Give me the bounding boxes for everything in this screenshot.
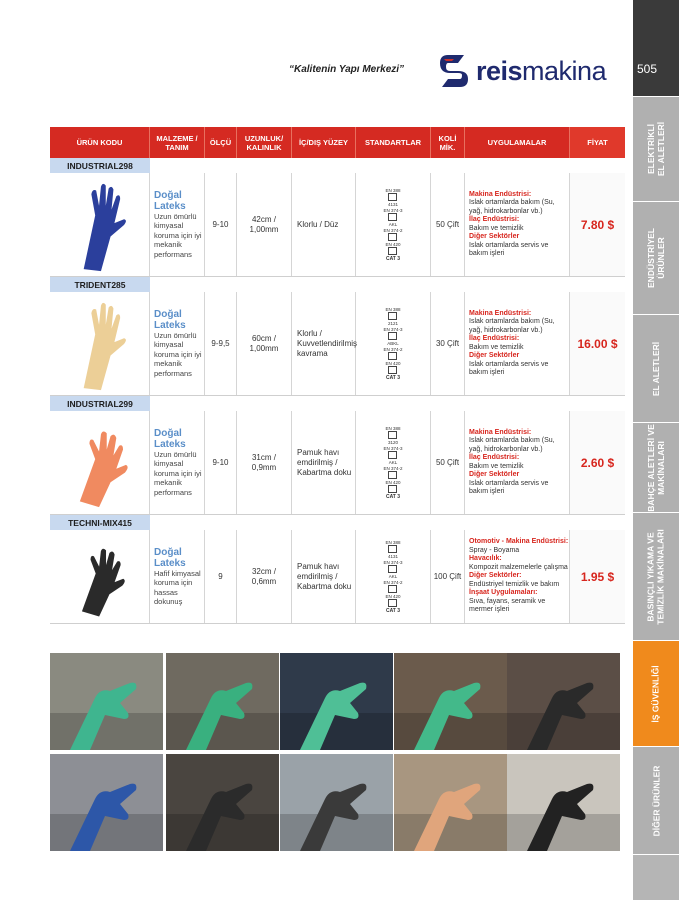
standard-label: EN 374-3: [383, 207, 403, 213]
gallery-photo: [394, 754, 507, 851]
standard-item: [385, 188, 400, 201]
section-tab-0[interactable]: [633, 97, 679, 202]
product-code: TECHNI-MIX415: [50, 515, 150, 530]
standard-label: EN 388: [385, 539, 401, 545]
section-tab-label: BASINÇLI YIKAMA VE TEMİZLİK MAKİNALARI: [646, 528, 667, 625]
qty-cell-text: 30 Çift: [435, 339, 460, 348]
material-desc: Hafif kimyasal koruma için hassas dokunuş: [154, 568, 201, 606]
material-title: Doğal Lateks: [154, 427, 186, 450]
price: 16.00 $: [577, 336, 618, 351]
gallery-photo: [166, 754, 279, 851]
material-desc: Uzun ömürlü kimyasal koruma için iyi mekanik performans: [154, 330, 202, 378]
application-heading: İlaç Endüstrisi:: [469, 454, 520, 461]
application-heading: Diğer Sektörler: [469, 352, 520, 359]
surface-cell-text: Klorlu / Düz: [297, 219, 339, 229]
qty-cell-text: 100 Çift: [433, 572, 462, 581]
table-row: [50, 173, 625, 277]
standard-label: EN 388: [385, 187, 401, 193]
standard-item: [385, 480, 400, 493]
standard-item: [383, 580, 402, 593]
section-tab-label: İŞ GÜVENLİĞİ: [651, 664, 661, 723]
standard-label: 4131: [387, 553, 398, 559]
size-cell-text: 9-10: [212, 220, 229, 229]
material-desc: Uzun ömürlü kimyasal koruma için iyi mekanik performans: [154, 449, 202, 497]
length-cell-text: 31cm / 0,9mm: [251, 452, 277, 472]
glove-in-use-icon: [394, 653, 507, 750]
col-header-price: FİYAT: [570, 127, 625, 158]
application-heading: Diğer Sektörler:: [469, 572, 522, 580]
standard-item: [388, 440, 398, 445]
applications-cell: [465, 173, 570, 276]
application-heading: İnşaat Uygulamaları:: [469, 589, 538, 597]
application-text: Bakım ve temizlik: [469, 343, 524, 351]
company-logo[interactable]: [434, 51, 624, 91]
application-text: Islak ortamlarda servis ve bakım işleri: [469, 479, 549, 495]
table-row: [50, 530, 625, 624]
standard-pictogram-icon: [388, 485, 397, 493]
standard-pictogram-icon: [388, 545, 397, 553]
price-cell: [570, 411, 625, 514]
product-code: INDUSTRIAL299: [50, 396, 150, 411]
glove-in-use-icon: [166, 653, 279, 750]
standard-label: AKL: [388, 573, 398, 579]
application-text: Bakım ve temizlik: [469, 462, 524, 470]
price-cell: [570, 173, 625, 276]
standard-pictogram-icon: [388, 352, 397, 360]
qty-cell: [431, 292, 465, 395]
application-text: Spray - Boyama: [469, 546, 520, 554]
standard-label: EN 374-3: [383, 559, 403, 565]
material-cell: [150, 173, 205, 276]
section-tab-label: EL ALETLERİ: [651, 341, 661, 396]
product-image: [50, 173, 150, 276]
application-heading: Makina Endüstrisi:: [469, 190, 532, 198]
product-table: [50, 127, 625, 624]
section-tab-4[interactable]: [633, 513, 679, 641]
standard-label: AKL: [388, 459, 398, 465]
standard-label: EN 388: [385, 425, 401, 431]
material-desc: Uzun ömürlü kimyasal koruma için iyi mekanik performans: [154, 211, 202, 259]
glove-in-use-icon: [280, 653, 393, 750]
standard-item: [386, 608, 400, 614]
logo-text-light: makina: [522, 55, 607, 86]
standard-item: [385, 540, 400, 553]
glove-in-use-icon: [50, 653, 163, 750]
standard-pictogram-icon: [388, 312, 397, 320]
glove-icon: [65, 177, 135, 273]
surface-cell: [292, 530, 356, 623]
gallery-photo: [50, 754, 163, 851]
glove-in-use-icon: [394, 754, 507, 851]
standard-label: 2121: [387, 320, 398, 326]
col-header-surface: İÇ/DIŞ YÜZEY: [292, 127, 356, 158]
application-heading: Diğer Sektörler: [469, 471, 520, 478]
surface-cell: [292, 292, 356, 395]
standard-pictogram-icon: [388, 213, 397, 221]
standard-item: [388, 202, 398, 207]
gallery-photo: [507, 653, 620, 750]
standard-label: 4131: [387, 201, 398, 207]
price: 2.60 $: [580, 455, 615, 470]
standards-cell: [356, 173, 431, 276]
application-text: Sıva, fayans, seramik ve mermer işleri: [469, 597, 546, 614]
section-tab-label: DİĞER ÜRÜNLER: [651, 765, 661, 836]
section-tab-3[interactable]: [633, 423, 679, 513]
standard-item: [389, 222, 398, 227]
standard-item: [383, 446, 402, 459]
standard-item: [386, 494, 400, 500]
application-text: Islak ortamlarda servis ve bakım işleri: [469, 360, 549, 376]
glove-in-use-icon: [507, 653, 620, 750]
standard-label: EN 374-2: [383, 346, 403, 352]
standard-label: EN 420: [385, 241, 401, 247]
gallery-photo: [394, 653, 507, 750]
standard-item: [383, 560, 402, 573]
glove-in-use-icon: [50, 754, 163, 851]
application-text: Endüstriyel temizlik ve bakım: [469, 580, 560, 588]
standards-cell: [356, 411, 431, 514]
col-header-qty: KOLİ MİK.: [431, 127, 465, 158]
standard-pictogram-icon: [388, 233, 397, 241]
application-text: Bakım ve temizlik: [469, 224, 524, 232]
standard-item: [387, 341, 399, 346]
col-header-standards: STANDARTLAR: [356, 127, 431, 158]
standard-pictogram-icon: [388, 366, 397, 374]
table-row: [50, 411, 625, 515]
gallery-photo: [280, 754, 393, 851]
surface-cell: [292, 411, 356, 514]
size-cell-text: 9: [218, 572, 223, 581]
section-tab-2[interactable]: [633, 315, 679, 423]
standard-item: [383, 466, 402, 479]
col-header-material: MALZEME / TANIM: [150, 127, 205, 158]
size-cell: [205, 411, 237, 514]
application-heading: Makina Endüstrisi:: [469, 428, 532, 436]
standard-label: CAT 3: [385, 493, 401, 500]
standards-cell: [356, 292, 431, 395]
standard-label: CAT 3: [385, 255, 401, 262]
application-text: Islak ortamlarda bakım (Su, yağ, hidrokarbonlar vb.): [469, 318, 555, 334]
logo-text-bold: reis: [476, 55, 523, 86]
standard-item: [383, 208, 402, 221]
standard-item: [385, 242, 400, 255]
qty-cell: [431, 530, 465, 623]
glove-icon: [65, 296, 135, 392]
material-title: Doğal Lateks: [154, 546, 186, 569]
standard-pictogram-icon: [388, 451, 397, 459]
section-tab-1[interactable]: [633, 202, 679, 315]
logo-text: [476, 55, 607, 86]
standard-label: EN 374-2: [383, 465, 403, 471]
application-text: Islak ortamlarda bakım (Su, yağ, hidrokarbonlar vb.): [469, 437, 555, 453]
standard-pictogram-icon: [388, 193, 397, 201]
standard-label: 3120: [387, 439, 398, 445]
standard-label: EN 374-3: [383, 445, 403, 451]
qty-cell-text: 50 Çift: [435, 458, 460, 467]
standard-label: EN 420: [385, 360, 401, 366]
standard-item: [388, 554, 398, 559]
application-text: Kompozit malzemelerle çalışma: [469, 563, 568, 571]
glove-in-use-icon: [166, 754, 279, 851]
standard-item: [389, 574, 398, 579]
table-row: [50, 292, 625, 396]
length-cell: [237, 173, 292, 276]
col-header-applications: UYGULAMALAR: [465, 127, 570, 158]
standard-pictogram-icon: [388, 247, 397, 255]
standard-item: [385, 594, 400, 607]
qty-cell: [431, 173, 465, 276]
gallery-photo: [507, 754, 620, 851]
standard-label: EN 388: [385, 306, 401, 312]
price: 7.80 $: [580, 217, 615, 232]
application-heading: Diğer Sektörler: [469, 233, 520, 240]
length-cell: [237, 530, 292, 623]
col-header-code: ÜRÜN KODU: [50, 127, 150, 158]
standard-item: [385, 307, 400, 320]
slogan: “Kalitenin Yapı Merkezi”: [289, 64, 405, 75]
page-number: 505: [637, 62, 658, 76]
standard-label: EN 420: [385, 479, 401, 485]
material-cell: [150, 530, 205, 623]
size-cell-text: 9-10: [212, 458, 229, 467]
standard-item: [385, 426, 400, 439]
applications-cell: [465, 530, 570, 623]
section-tab-label: ENDÜSTRİYEL ÜRÜNLER: [646, 228, 667, 288]
standard-item: [383, 327, 402, 340]
size-cell: [205, 173, 237, 276]
table-header: [50, 127, 625, 158]
glove-in-use-icon: [280, 754, 393, 851]
length-cell: [237, 292, 292, 395]
standard-pictogram-icon: [388, 332, 397, 340]
price-cell: [570, 292, 625, 395]
material-title: Doğal Lateks: [154, 308, 186, 331]
surface-cell-text: Klorlu / Kuvvetlendirilmiş kavrama: [297, 328, 358, 358]
product-code: INDUSTRIAL298: [50, 158, 150, 173]
size-cell: [205, 292, 237, 395]
standard-item: [383, 347, 402, 360]
col-header-length: UZUNLUK/ KALINLIK: [237, 127, 292, 158]
standard-label: CAT 3: [385, 607, 401, 614]
application-heading: Otomotiv - Makina Endüstrisi:: [469, 538, 569, 546]
application-text: Islak ortamlarda bakım (Su, yağ, hidrokarbonlar vb.): [469, 199, 555, 215]
size-cell-text: 9-9,5: [211, 339, 230, 348]
glove-in-use-icon: [507, 754, 620, 851]
product-code: TRIDENT285: [50, 277, 150, 292]
application-heading: Makina Endüstrisi:: [469, 309, 532, 317]
standard-pictogram-icon: [388, 565, 397, 573]
table-body: [50, 158, 625, 624]
standard-pictogram-icon: [388, 431, 397, 439]
page-number-box: [633, 0, 679, 96]
standard-label: AKL: [388, 221, 398, 227]
standard-label: EN 374-2: [383, 227, 403, 233]
standard-item: [383, 228, 402, 241]
standard-item: [385, 361, 400, 374]
standard-item: [386, 375, 400, 381]
gallery-photo: [166, 653, 279, 750]
surface-cell-text: Pamuk havı emdirilmiş / Kabartma doku: [297, 447, 352, 477]
section-tab-label: ELEKTRİKLİ EL ALETLERİ: [646, 121, 666, 177]
standard-pictogram-icon: [388, 471, 397, 479]
standard-item: [388, 321, 398, 326]
product-image: [50, 292, 150, 395]
application-heading: İlaç Endüstrisi:: [469, 335, 520, 342]
length-cell-text: 42cm / 1,00mm: [249, 214, 279, 234]
standard-label: CAT 3: [385, 374, 401, 381]
product-image: [50, 530, 150, 623]
logo-mark-icon: [434, 51, 474, 91]
length-cell: [237, 411, 292, 514]
section-tab-label: BAHÇE ALETLERİ VE MAKİNALARI: [646, 423, 666, 512]
glove-icon: [65, 534, 135, 620]
standard-label: EN 374-2: [383, 579, 403, 585]
glove-icon: [65, 415, 135, 511]
gallery-photo: [280, 653, 393, 750]
standard-label: EN 374-3: [383, 326, 403, 332]
standard-item: [389, 460, 398, 465]
application-heading: İlaç Endüstrisi:: [469, 216, 520, 223]
qty-cell: [431, 411, 465, 514]
qty-cell-text: 50 Çift: [435, 220, 460, 229]
product-image: [50, 411, 150, 514]
application-heading: Havacılık:: [469, 555, 502, 563]
standard-label: EN 420: [385, 593, 401, 599]
size-cell: [205, 530, 237, 623]
surface-cell: [292, 173, 356, 276]
standard-item: [386, 256, 400, 262]
section-tab-5[interactable]: [633, 641, 679, 747]
standards-cell: [356, 530, 431, 623]
standard-pictogram-icon: [388, 599, 397, 607]
standard-label: ABKL: [387, 340, 399, 346]
length-cell-text: 60cm / 1,00mm: [249, 333, 279, 353]
length-cell-text: 32cm / 0,6mm: [251, 566, 277, 586]
application-text: Islak ortamlarda servis ve bakım işleri: [469, 241, 549, 257]
section-tab-6[interactable]: [633, 747, 679, 855]
applications-cell: [465, 411, 570, 514]
material-title: Doğal Lateks: [154, 189, 186, 212]
material-cell: [150, 411, 205, 514]
surface-cell-text: Pamuk havı emdirilmiş / Kabartma doku: [297, 561, 352, 591]
applications-cell: [465, 292, 570, 395]
material-cell: [150, 292, 205, 395]
standard-pictogram-icon: [388, 585, 397, 593]
price: 1.95 $: [580, 569, 615, 584]
col-header-size: ÖLÇÜ: [205, 127, 237, 158]
price-cell: [570, 530, 625, 623]
gallery-photo: [50, 653, 163, 750]
